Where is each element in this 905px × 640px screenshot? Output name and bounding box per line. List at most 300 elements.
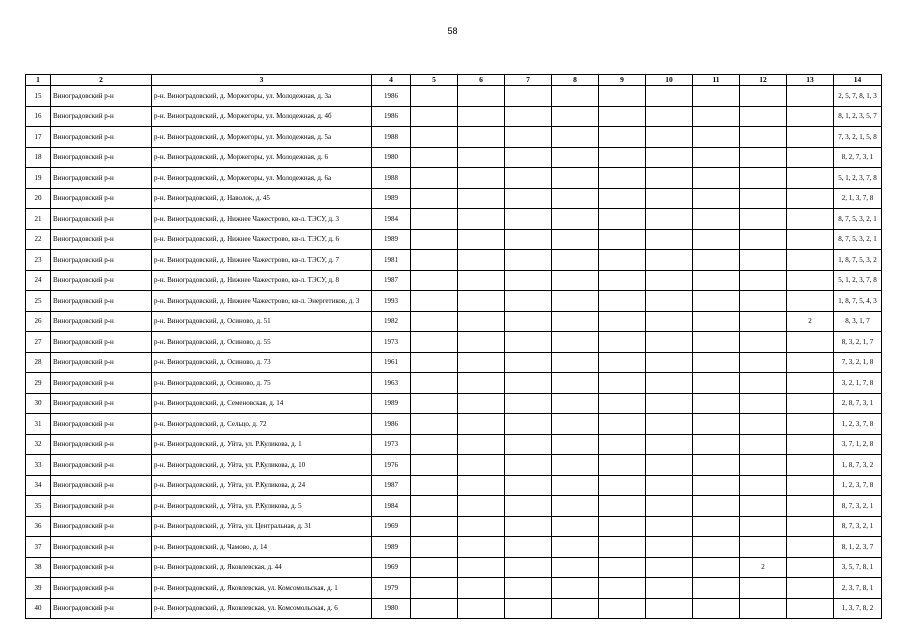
- col14-cell: 7, 3, 2, 1, 8: [834, 352, 882, 373]
- col9-cell: [599, 106, 646, 127]
- col5-cell: [411, 291, 458, 312]
- year-cell: 1976: [372, 455, 411, 476]
- col5-cell: [411, 106, 458, 127]
- col10-cell: [646, 352, 693, 373]
- col7-cell: [505, 332, 552, 353]
- col11-cell: [693, 188, 740, 209]
- row-number-cell: 19: [26, 168, 51, 189]
- row-number-cell: 18: [26, 147, 51, 168]
- row-number-cell: 22: [26, 229, 51, 250]
- col11-cell: [693, 537, 740, 558]
- row-number-cell: 30: [26, 393, 51, 414]
- table-row: [26, 393, 882, 414]
- address-cell: р-н. Виноградовский, д. Наволок, д. 45: [152, 188, 372, 209]
- col13-cell: [787, 147, 834, 168]
- col14-cell: 1, 8, 7, 5, 4, 3: [834, 291, 882, 312]
- col12-cell: [740, 516, 787, 537]
- address-cell: р-н. Виноградовский, д. Уйта, ул. Центральная, д. 31: [152, 516, 372, 537]
- data-table: [25, 74, 882, 619]
- col6-cell: [458, 168, 505, 189]
- table-row: [26, 373, 882, 394]
- col9-cell: [599, 270, 646, 291]
- col5-cell: [411, 414, 458, 435]
- col8-cell: [552, 393, 599, 414]
- col11-cell: [693, 598, 740, 619]
- col7-cell: [505, 557, 552, 578]
- col6-cell: [458, 332, 505, 353]
- col6-cell: [458, 270, 505, 291]
- col8-cell: [552, 106, 599, 127]
- col12-cell: [740, 414, 787, 435]
- col13-cell: [787, 86, 834, 107]
- row-number-cell: 36: [26, 516, 51, 537]
- column-header-9: 9: [599, 75, 646, 86]
- col11-cell: [693, 209, 740, 230]
- col10-cell: [646, 455, 693, 476]
- district-cell: Виноградовский р-н: [51, 168, 152, 189]
- col14-cell: 8, 7, 5, 3, 2, 1: [834, 229, 882, 250]
- address-cell: р-н. Виноградовский, д. Уйта, ул. Р.Куликова, д. 1: [152, 434, 372, 455]
- col12-cell: [740, 496, 787, 517]
- district-cell: Виноградовский р-н: [51, 537, 152, 558]
- col12-cell: [740, 86, 787, 107]
- table-row: [26, 598, 882, 619]
- row-number-cell: 35: [26, 496, 51, 517]
- col9-cell: [599, 311, 646, 332]
- col13-cell: [787, 106, 834, 127]
- col5-cell: [411, 168, 458, 189]
- column-header-7: 7: [505, 75, 552, 86]
- col5-cell: [411, 496, 458, 517]
- address-cell: р-н. Виноградовский, д. Нижнее Чажестрово, кв-л. ТЭСУ, д. 6: [152, 229, 372, 250]
- col6-cell: [458, 393, 505, 414]
- address-cell: р-н. Виноградовский, д. Осиново, д. 55: [152, 332, 372, 353]
- col13-cell: [787, 250, 834, 271]
- row-number-cell: 24: [26, 270, 51, 291]
- col8-cell: [552, 127, 599, 148]
- col10-cell: [646, 578, 693, 599]
- col9-cell: [599, 557, 646, 578]
- col8-cell: [552, 86, 599, 107]
- col8-cell: [552, 598, 599, 619]
- col10-cell: [646, 311, 693, 332]
- row-number-cell: 20: [26, 188, 51, 209]
- table-row: [26, 311, 882, 332]
- col8-cell: [552, 168, 599, 189]
- address-cell: р-н. Виноградовский, д. Семеновская, д. 14: [152, 393, 372, 414]
- col8-cell: [552, 291, 599, 312]
- year-cell: 1986: [372, 86, 411, 107]
- col9-cell: [599, 291, 646, 312]
- row-number-cell: 31: [26, 414, 51, 435]
- col11-cell: [693, 496, 740, 517]
- year-cell: 1963: [372, 373, 411, 394]
- year-cell: 1989: [372, 393, 411, 414]
- col5-cell: [411, 598, 458, 619]
- table-row: [26, 414, 882, 435]
- year-cell: 1984: [372, 209, 411, 230]
- col5-cell: [411, 537, 458, 558]
- col9-cell: [599, 414, 646, 435]
- col9-cell: [599, 475, 646, 496]
- col8-cell: [552, 434, 599, 455]
- col10-cell: [646, 188, 693, 209]
- table-row: [26, 537, 882, 558]
- col5-cell: [411, 86, 458, 107]
- col6-cell: [458, 86, 505, 107]
- col9-cell: [599, 332, 646, 353]
- row-number-cell: 39: [26, 578, 51, 599]
- col5-cell: [411, 311, 458, 332]
- col13-cell: [787, 516, 834, 537]
- row-number-cell: 32: [26, 434, 51, 455]
- col6-cell: [458, 127, 505, 148]
- col8-cell: [552, 147, 599, 168]
- col11-cell: [693, 352, 740, 373]
- district-cell: Виноградовский р-н: [51, 86, 152, 107]
- row-number-cell: 28: [26, 352, 51, 373]
- year-cell: 1973: [372, 434, 411, 455]
- col6-cell: [458, 250, 505, 271]
- district-cell: Виноградовский р-н: [51, 598, 152, 619]
- year-cell: 1986: [372, 414, 411, 435]
- col7-cell: [505, 393, 552, 414]
- col13-cell: [787, 291, 834, 312]
- col12-cell: [740, 598, 787, 619]
- col10-cell: [646, 414, 693, 435]
- col7-cell: [505, 434, 552, 455]
- col12-cell: [740, 373, 787, 394]
- year-cell: 1993: [372, 291, 411, 312]
- district-cell: Виноградовский р-н: [51, 352, 152, 373]
- col8-cell: [552, 352, 599, 373]
- col6-cell: [458, 578, 505, 599]
- col13-cell: [787, 578, 834, 599]
- col7-cell: [505, 188, 552, 209]
- col11-cell: [693, 147, 740, 168]
- row-number-cell: 37: [26, 537, 51, 558]
- col7-cell: [505, 291, 552, 312]
- row-number-cell: 38: [26, 557, 51, 578]
- address-cell: р-н. Виноградовский, д. Моржегоры, ул. Молодежная, д. 4б: [152, 106, 372, 127]
- col14-cell: 8, 1, 2, 3, 5, 7: [834, 106, 882, 127]
- col13-cell: [787, 598, 834, 619]
- col11-cell: [693, 332, 740, 353]
- col13-cell: [787, 168, 834, 189]
- col11-cell: [693, 578, 740, 599]
- district-cell: Виноградовский р-н: [51, 557, 152, 578]
- col7-cell: [505, 127, 552, 148]
- col11-cell: [693, 127, 740, 148]
- col12-cell: [740, 106, 787, 127]
- table-row: [26, 106, 882, 127]
- col13-cell: [787, 188, 834, 209]
- address-cell: р-н. Виноградовский, д. Уйта, ул. Р.Куликова, д. 10: [152, 455, 372, 476]
- col5-cell: [411, 455, 458, 476]
- table-row: [26, 291, 882, 312]
- district-cell: Виноградовский р-н: [51, 455, 152, 476]
- col7-cell: [505, 352, 552, 373]
- col5-cell: [411, 434, 458, 455]
- col9-cell: [599, 455, 646, 476]
- col11-cell: [693, 373, 740, 394]
- col6-cell: [458, 229, 505, 250]
- table-row: [26, 209, 882, 230]
- col12-cell: [740, 291, 787, 312]
- year-cell: 1980: [372, 147, 411, 168]
- table-row: [26, 188, 882, 209]
- col10-cell: [646, 475, 693, 496]
- col7-cell: [505, 86, 552, 107]
- col10-cell: [646, 537, 693, 558]
- year-cell: 1982: [372, 311, 411, 332]
- col11-cell: [693, 250, 740, 271]
- col5-cell: [411, 127, 458, 148]
- col6-cell: [458, 496, 505, 517]
- col14-cell: 2, 1, 3, 7, 8: [834, 188, 882, 209]
- col6-cell: [458, 455, 505, 476]
- col12-cell: [740, 537, 787, 558]
- col6-cell: [458, 598, 505, 619]
- col8-cell: [552, 537, 599, 558]
- row-number-cell: 15: [26, 86, 51, 107]
- col5-cell: [411, 516, 458, 537]
- col10-cell: [646, 332, 693, 353]
- col5-cell: [411, 229, 458, 250]
- district-cell: Виноградовский р-н: [51, 414, 152, 435]
- col10-cell: [646, 209, 693, 230]
- col14-cell: 7, 3, 2, 1, 5, 8: [834, 127, 882, 148]
- district-cell: Виноградовский р-н: [51, 291, 152, 312]
- district-cell: Виноградовский р-н: [51, 106, 152, 127]
- row-number-cell: 29: [26, 373, 51, 394]
- row-number-cell: 27: [26, 332, 51, 353]
- column-header-13: 13: [787, 75, 834, 86]
- col6-cell: [458, 311, 505, 332]
- address-cell: р-н. Виноградовский, д. Осиново, д. 51: [152, 311, 372, 332]
- col7-cell: [505, 537, 552, 558]
- col9-cell: [599, 598, 646, 619]
- col12-cell: [740, 475, 787, 496]
- table-row: [26, 496, 882, 517]
- table-row: [26, 127, 882, 148]
- col5-cell: [411, 578, 458, 599]
- col5-cell: [411, 270, 458, 291]
- year-cell: 1984: [372, 496, 411, 517]
- table-row: [26, 332, 882, 353]
- column-header-8: 8: [552, 75, 599, 86]
- column-header-10: 10: [646, 75, 693, 86]
- col8-cell: [552, 557, 599, 578]
- year-cell: 1979: [372, 578, 411, 599]
- col14-cell: 3, 5, 7, 8, 1: [834, 557, 882, 578]
- col13-cell: [787, 373, 834, 394]
- col10-cell: [646, 86, 693, 107]
- col14-cell: 8, 2, 7, 3, 1: [834, 147, 882, 168]
- col11-cell: [693, 229, 740, 250]
- column-header-4: 4: [372, 75, 411, 86]
- year-cell: 1969: [372, 557, 411, 578]
- col8-cell: [552, 250, 599, 271]
- col12-cell: [740, 270, 787, 291]
- district-cell: Виноградовский р-н: [51, 332, 152, 353]
- column-header-12: 12: [740, 75, 787, 86]
- address-cell: р-н. Виноградовский, д. Уйта, ул. Р.Куликова, д. 5: [152, 496, 372, 517]
- col12-cell: [740, 455, 787, 476]
- col10-cell: [646, 168, 693, 189]
- row-number-cell: 16: [26, 106, 51, 127]
- col9-cell: [599, 516, 646, 537]
- col11-cell: [693, 455, 740, 476]
- col13-cell: [787, 209, 834, 230]
- district-cell: Виноградовский р-н: [51, 209, 152, 230]
- col5-cell: [411, 475, 458, 496]
- column-header-5: 5: [411, 75, 458, 86]
- column-header-2: 2: [51, 75, 152, 86]
- col6-cell: [458, 373, 505, 394]
- table-row: [26, 455, 882, 476]
- address-cell: р-н. Виноградовский, д. Нижнее Чажестрово, кв-л. ТЭСУ, д. 3: [152, 209, 372, 230]
- district-cell: Виноградовский р-н: [51, 393, 152, 414]
- col13-cell: [787, 229, 834, 250]
- col13-cell: [787, 127, 834, 148]
- address-cell: р-н. Виноградовский, д. Моржегоры, ул. Молодежная, д. 6а: [152, 168, 372, 189]
- col9-cell: [599, 188, 646, 209]
- district-cell: Виноградовский р-н: [51, 188, 152, 209]
- col12-cell: [740, 352, 787, 373]
- col5-cell: [411, 352, 458, 373]
- year-cell: 1973: [372, 332, 411, 353]
- column-header-6: 6: [458, 75, 505, 86]
- col10-cell: [646, 393, 693, 414]
- year-cell: 1989: [372, 537, 411, 558]
- col13-cell: 2: [787, 311, 834, 332]
- col14-cell: 3, 2, 1, 7, 8: [834, 373, 882, 394]
- col12-cell: [740, 332, 787, 353]
- table-row: [26, 352, 882, 373]
- col9-cell: [599, 168, 646, 189]
- col9-cell: [599, 86, 646, 107]
- col7-cell: [505, 496, 552, 517]
- row-number-cell: 34: [26, 475, 51, 496]
- col14-cell: 2, 5, 7, 8, 1, 3: [834, 86, 882, 107]
- col12-cell: [740, 147, 787, 168]
- row-number-cell: 33: [26, 455, 51, 476]
- col5-cell: [411, 188, 458, 209]
- col11-cell: [693, 475, 740, 496]
- col9-cell: [599, 496, 646, 517]
- col7-cell: [505, 373, 552, 394]
- district-cell: Виноградовский р-н: [51, 127, 152, 148]
- col14-cell: 2, 8, 7, 3, 1: [834, 393, 882, 414]
- col7-cell: [505, 106, 552, 127]
- col13-cell: [787, 270, 834, 291]
- col13-cell: [787, 332, 834, 353]
- col6-cell: [458, 147, 505, 168]
- col9-cell: [599, 127, 646, 148]
- col7-cell: [505, 168, 552, 189]
- col5-cell: [411, 209, 458, 230]
- table-row: [26, 578, 882, 599]
- col13-cell: [787, 352, 834, 373]
- col14-cell: 3, 7, 1, 2, 8: [834, 434, 882, 455]
- col13-cell: [787, 393, 834, 414]
- address-cell: р-н. Виноградовский, д. Нижнее Чажестрово, кв-л. ТЭСУ, д. 8: [152, 270, 372, 291]
- address-cell: р-н. Виноградовский, д. Осиново, д. 73: [152, 352, 372, 373]
- col11-cell: [693, 414, 740, 435]
- row-number-cell: 40: [26, 598, 51, 619]
- col10-cell: [646, 229, 693, 250]
- col13-cell: [787, 537, 834, 558]
- col10-cell: [646, 598, 693, 619]
- col6-cell: [458, 188, 505, 209]
- district-cell: Виноградовский р-н: [51, 475, 152, 496]
- address-cell: р-н. Виноградовский, д. Моржегоры, ул. Молодежная, д. 3а: [152, 86, 372, 107]
- year-cell: 1989: [372, 188, 411, 209]
- year-cell: 1988: [372, 168, 411, 189]
- col12-cell: [740, 188, 787, 209]
- col8-cell: [552, 496, 599, 517]
- col12-cell: [740, 250, 787, 271]
- column-header-1: 1: [26, 75, 51, 86]
- col12-cell: [740, 578, 787, 599]
- col7-cell: [505, 516, 552, 537]
- col10-cell: [646, 106, 693, 127]
- col11-cell: [693, 168, 740, 189]
- col13-cell: [787, 455, 834, 476]
- col6-cell: [458, 106, 505, 127]
- col6-cell: [458, 209, 505, 230]
- col13-cell: [787, 434, 834, 455]
- year-cell: 1981: [372, 250, 411, 271]
- col7-cell: [505, 578, 552, 599]
- col9-cell: [599, 537, 646, 558]
- address-cell: р-н. Виноградовский, д. Осиново, д. 75: [152, 373, 372, 394]
- district-cell: Виноградовский р-н: [51, 311, 152, 332]
- address-cell: р-н. Виноградовский, д. Чамово, д. 14: [152, 537, 372, 558]
- row-number-cell: 26: [26, 311, 51, 332]
- table-row: [26, 516, 882, 537]
- col10-cell: [646, 250, 693, 271]
- row-number-cell: 21: [26, 209, 51, 230]
- year-cell: 1961: [372, 352, 411, 373]
- col13-cell: [787, 414, 834, 435]
- col6-cell: [458, 291, 505, 312]
- col10-cell: [646, 516, 693, 537]
- col9-cell: [599, 352, 646, 373]
- table-row: [26, 250, 882, 271]
- col14-cell: 5, 1, 2, 3, 7, 8: [834, 270, 882, 291]
- col7-cell: [505, 311, 552, 332]
- year-cell: 1986: [372, 106, 411, 127]
- col6-cell: [458, 414, 505, 435]
- col12-cell: [740, 209, 787, 230]
- district-cell: Виноградовский р-н: [51, 434, 152, 455]
- col6-cell: [458, 352, 505, 373]
- col5-cell: [411, 332, 458, 353]
- col10-cell: [646, 496, 693, 517]
- address-cell: р-н. Виноградовский, д. Сельцо, д. 72: [152, 414, 372, 435]
- table-body: [26, 86, 882, 619]
- year-cell: 1988: [372, 127, 411, 148]
- col11-cell: [693, 311, 740, 332]
- table-row: [26, 147, 882, 168]
- table-row: [26, 557, 882, 578]
- col14-cell: 1, 2, 3, 7, 8: [834, 475, 882, 496]
- address-cell: р-н. Виноградовский, д. Яковлевская, ул. Комсомольская, д. 1: [152, 578, 372, 599]
- col13-cell: [787, 475, 834, 496]
- page-number: 58: [447, 26, 458, 36]
